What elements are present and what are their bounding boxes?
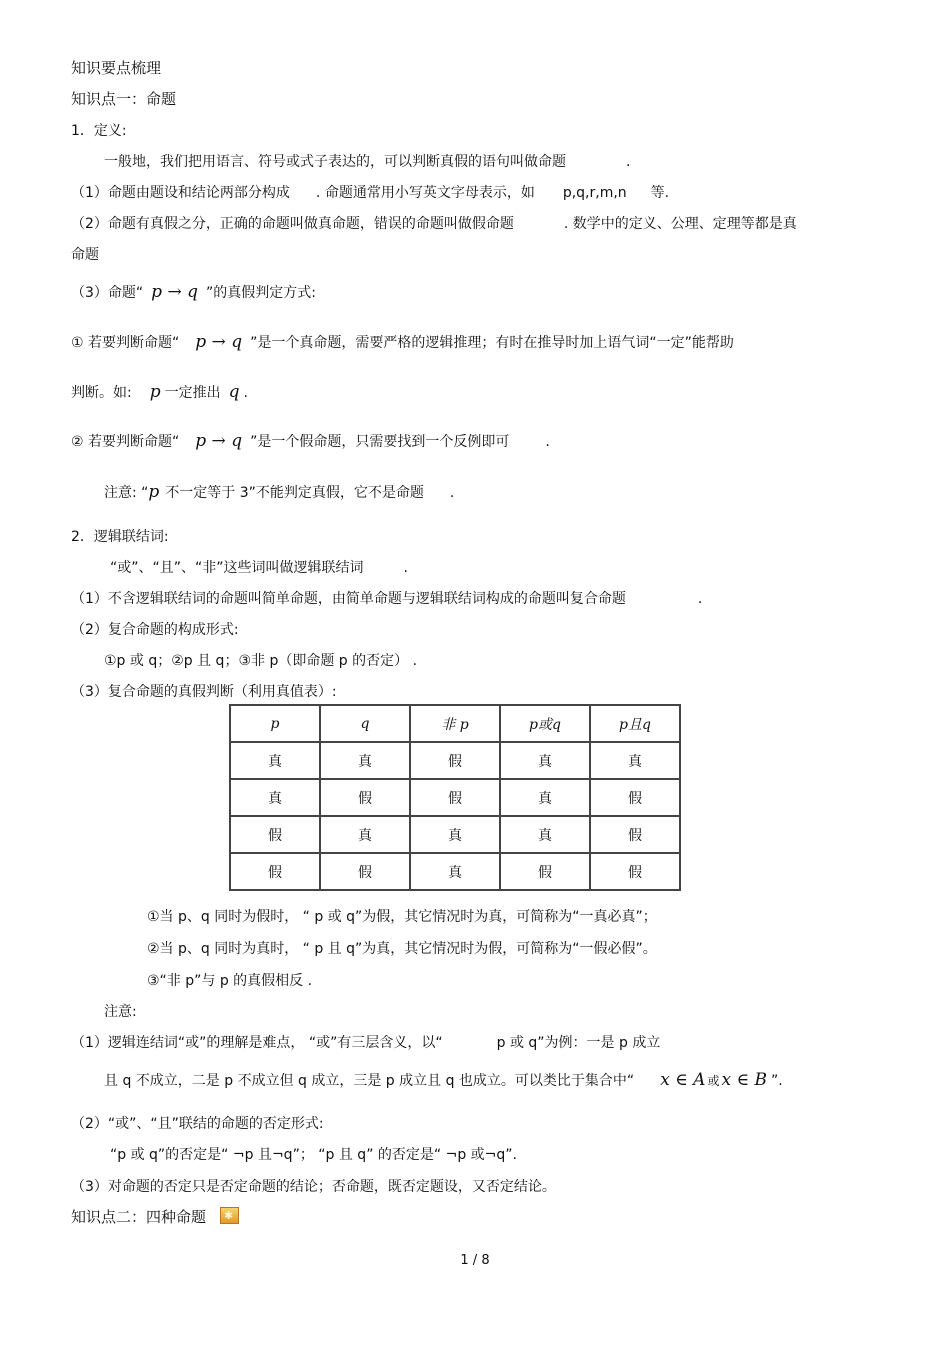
table-header-cell: p且q: [590, 705, 680, 742]
note-item-1: （1）逻辑连结词“或”的理解是难点， “或”有三层含义，以“ p 或 q”为例：一是 p 成立: [71, 1035, 661, 1051]
implication-formula: p → q: [151, 282, 198, 302]
table-cell: 假: [230, 816, 320, 853]
table-header-row: [230, 705, 680, 742]
paragraph-2: （2）命题有真假之分，正确的命题叫做真命题，错误的命题叫做假命题 . 数学中的定义、公理、定理等都是真: [71, 216, 797, 232]
table-cell: 真: [410, 816, 500, 853]
logic-forms: ①p 或 q；②p 且 q；③非 p（即命题 p 的否定） .: [104, 653, 418, 669]
rule-2: ②当 p、q 同时为真时， “ p 且 q”为真，其它情况时为假，可简称为“一假必假”。: [147, 941, 657, 957]
table-cell: 真: [500, 742, 590, 779]
star-icon: [220, 1207, 239, 1224]
table-row: [230, 742, 680, 779]
section-heading-1: 知识点一：命题: [71, 90, 177, 108]
table-cell: 真: [230, 779, 320, 816]
definition-heading: 1．定义:: [71, 123, 127, 139]
page-number: 1 / 8: [460, 1253, 490, 1268]
note-item-2: （2）“或”、“且”联结的命题的否定形式:: [71, 1116, 324, 1132]
implication-formula: p → q: [195, 431, 243, 451]
note-item-3: （3）对命题的否定只是否定命题的结论；否命题，既否定题设，又否定结论。: [71, 1179, 556, 1195]
table-cell: 假: [320, 779, 410, 816]
section-heading-2: 知识点二：四种命题✱: [71, 1207, 239, 1227]
criterion-1: ① 若要判断命题“ p → q ”是一个真命题，需要严格的逻辑推理；有时在推导时加上语气词“一定”能帮助: [71, 332, 734, 352]
logic-heading: 2．逻辑联结词:: [71, 529, 169, 545]
logic-definition: “或”、“且”、“非”这些词叫做逻辑联结词 .: [110, 560, 408, 576]
table-cell: 假: [410, 779, 500, 816]
table-cell: 真: [410, 853, 500, 890]
paragraph-2-continued: 命题: [71, 247, 99, 263]
table-header-cell: p: [230, 705, 320, 742]
logic-item-1: （1）不含逻辑联结词的命题叫简单命题，由简单命题与逻辑联结词构成的命题叫复合命题 .: [71, 591, 703, 607]
table-cell: 真: [590, 742, 680, 779]
paragraph-1: （1）命题由题设和结论两部分构成 . 命题通常用小写英文字母表示，如 p,q,r,m,n 等.: [71, 185, 670, 201]
table-cell: 假: [320, 853, 410, 890]
table-row: [230, 816, 680, 853]
table-cell: 真: [320, 742, 410, 779]
paragraph-3: （3）命题“ p → q ”的真假判定方式:: [71, 282, 316, 302]
document-title: 知识要点梳理: [71, 59, 162, 77]
set-membership-formula: x ∈ B: [721, 1070, 767, 1090]
logic-item-2: （2）复合命题的构成形式:: [71, 622, 239, 638]
definition-text: 一般地，我们把用语言、符号或式子表达的，可以判断真假的语句叫做命题 .: [104, 154, 631, 170]
rule-3: ③“非 p”与 p 的真假相反 .: [147, 973, 313, 989]
table-cell: 假: [410, 742, 500, 779]
table-cell: 假: [500, 853, 590, 890]
table-cell: 真: [500, 816, 590, 853]
set-membership-formula: x ∈ A: [660, 1070, 706, 1090]
table-header-cell: p或q: [500, 705, 590, 742]
table-cell: 假: [590, 853, 680, 890]
table-cell: 假: [230, 853, 320, 890]
note-item-1-continued: 且 q 不成立，二是 p 不成立但 q 成立，三是 p 成立且 q 也成立。可以类比于集合中“ x ∈ A 或 x ∈ B ”.: [104, 1070, 783, 1090]
criterion-2: ② 若要判断命题“ p → q ”是一个假命题，只需要找到一个反例即可 .: [71, 431, 550, 451]
table-cell: 假: [590, 816, 680, 853]
table-row: [230, 853, 680, 890]
criterion-1-example: 判断。如: p 一定推出 q .: [71, 382, 248, 402]
rule-1: ①当 p、q 同时为假时， “ p 或 q”为假，其它情况时为真，可简称为“一真必真”；: [147, 909, 657, 925]
negation-forms: “p 或 q”的否定是“ ¬p 且¬q”； “p 且 q” 的否定是“ ¬p 或¬q”.: [110, 1147, 517, 1163]
logic-item-3: （3）复合命题的真假判断（利用真值表）:: [71, 684, 337, 700]
table-header-cell: q: [320, 705, 410, 742]
table-cell: 真: [230, 742, 320, 779]
table-cell: 真: [500, 779, 590, 816]
implication-formula: p → q: [195, 332, 243, 352]
truth-table: [229, 704, 681, 891]
table-header-cell: 非 p: [410, 705, 500, 742]
table-cell: 假: [590, 779, 680, 816]
note-2-label: 注意:: [104, 1004, 137, 1020]
note-1: 注意: “p 不一定等于 3”不能判定真假，它不是命题 .: [104, 482, 455, 502]
table-cell: 真: [320, 816, 410, 853]
table-row: [230, 779, 680, 816]
